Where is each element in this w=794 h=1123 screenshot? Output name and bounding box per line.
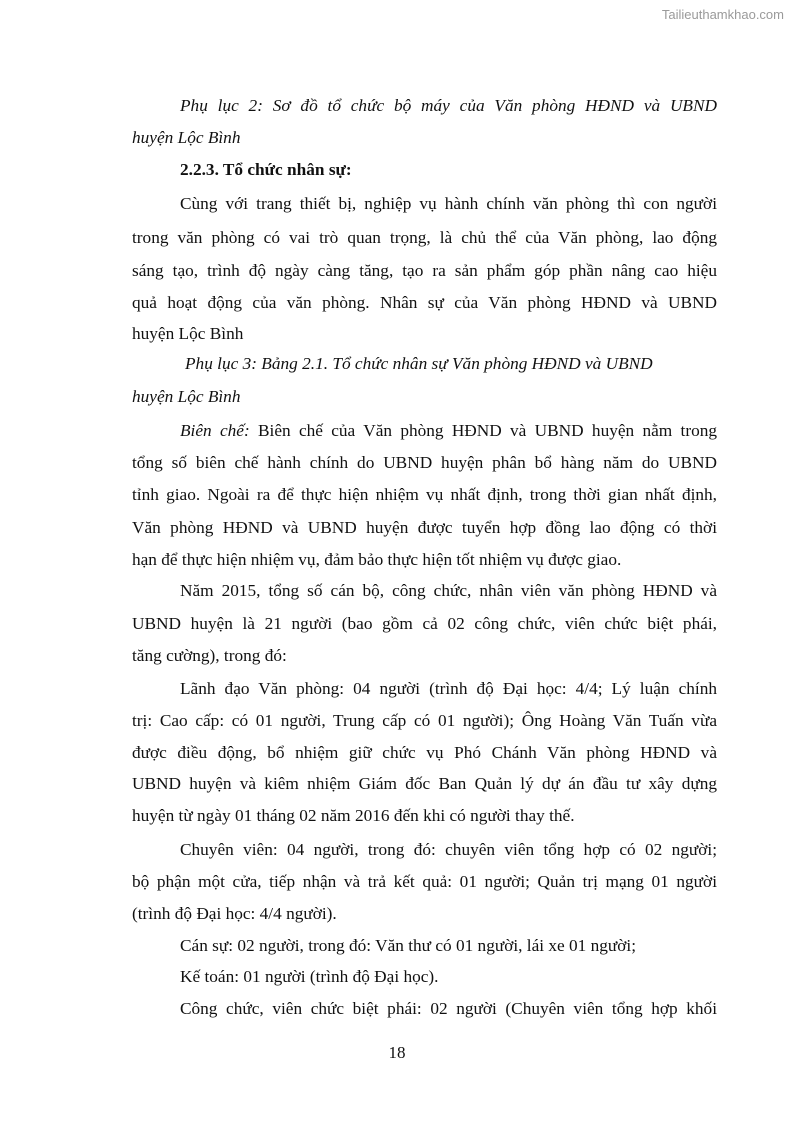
para2-line: tỉnh giao. Ngoài ra để thực hiện nhiệm vụ nhất định, trong thời gian nhất định, [132,485,717,504]
section-heading: 2.2.3. Tổ chức nhân sự: [180,160,352,179]
appendix-3-line-1: Phụ lục 3: Bảng 2.1. Tổ chức nhân sự Văn phòng HĐND và UBND [185,354,653,373]
para2-line: Văn phòng HĐND và UBND huyện được tuyển hợp đồng lao động có thời [132,518,717,537]
para3-line: tăng cường), trong đó: [132,646,287,665]
para8-line: Công chức, viên chức biệt phái: 02 người (Chuyên viên tổng hợp khối [180,999,717,1018]
appendix-2-line-1: Phụ lục 2: Sơ đồ tổ chức bộ máy của Văn phòng HĐND và UBND [180,96,717,115]
para4-line: huyện từ ngày 01 tháng 02 năm 2016 đến khi có người thay thế. [132,806,575,825]
para4-line: trị: Cao cấp: có 01 người, Trung cấp có 01 người); Ông Hoàng Văn Tuấn vừa [132,711,717,730]
para4-line: Lãnh đạo Văn phòng: 04 người (trình độ Đại học: 4/4; Lý luận chính [180,679,717,698]
appendix-3-line-2: huyện Lộc Bình [132,387,241,406]
para1-line: huyện Lộc Bình [132,324,244,343]
para6-line: Cán sự: 02 người, trong đó: Văn thư có 01 người, lái xe 01 người; [180,936,637,955]
para3-line: Năm 2015, tổng số cán bộ, công chức, nhân viên văn phòng HĐND và [180,581,717,600]
para5-line: (trình độ Đại học: 4/4 người). [132,904,337,923]
para1-line: sáng tạo, trình độ ngày càng tăng, tạo ra sản phẩm góp phần nâng cao hiệu [132,261,717,280]
para2-first-rest: Biên chế của Văn phòng HĐND và UBND huyện nằm trong [249,421,717,440]
para5-line: Chuyên viên: 04 người, trong đó: chuyên viên tổng hợp có 02 người; [180,840,717,859]
bien-che-label: Biên chế: [180,421,250,440]
appendix-2-line-2: huyện Lộc Bình [132,128,241,147]
page-number: 18 [388,1043,406,1062]
para1-line: Cùng với trang thiết bị, nghiệp vụ hành chính văn phòng thì con người [180,194,717,213]
para1-line: trong văn phòng có vai trò quan trọng, là chủ thể của Văn phòng, lao động [132,228,717,247]
para2-line: tổng số biên chế hành chính do UBND huyện phân bổ hàng năm do UBND [132,453,717,472]
para4-line: được điều động, bổ nhiệm giữ chức vụ Phó Chánh Văn phòng HĐND và [132,743,717,762]
para1-line: quả hoạt động của văn phòng. Nhân sự của Văn phòng HĐND và UBND [132,293,717,312]
para2-line: hạn để thực hiện nhiệm vụ, đảm bảo thực hiện tốt nhiệm vụ được giao. [132,550,622,569]
para2-first-line [180,421,717,441]
para3-line: UBND huyện là 21 người (bao gồm cả 02 công chức, viên chức biệt phái, [132,614,717,633]
para7-line: Kế toán: 01 người (trình độ Đại học). [180,967,439,986]
para4-line: UBND huyện và kiêm nhiệm Giám đốc Ban Quản lý dự án đầu tư xây dựng [132,774,717,793]
para5-line: bộ phận một cửa, tiếp nhận và trả kết quả: 01 người; Quản trị mạng 01 người [132,872,717,891]
watermark: Tailieuthamkhao.com [661,7,784,22]
